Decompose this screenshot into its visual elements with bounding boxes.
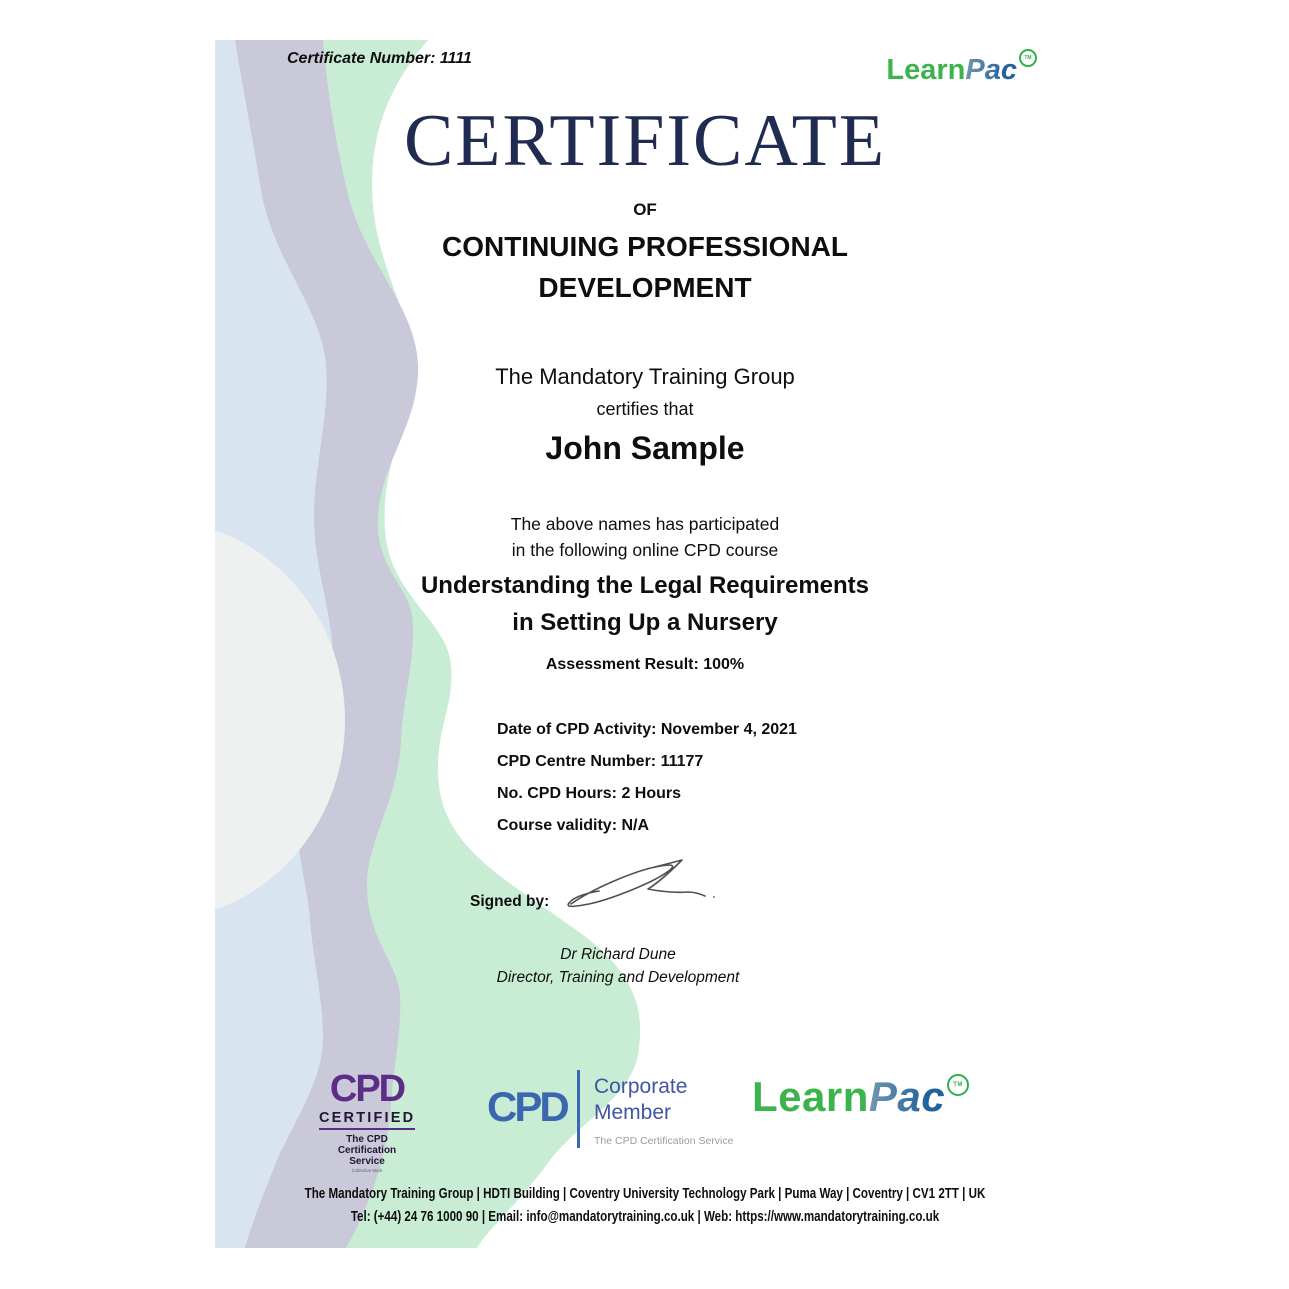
trademark-icon: TM <box>947 1074 969 1096</box>
certifies-that: certifies that <box>596 399 694 419</box>
detail-row-hours: No. CPD Hours: 2 Hours <box>497 785 682 802</box>
learnpac-pac-text: Pac <box>868 1073 946 1120</box>
learnpac-learn-text: Learn <box>886 54 966 86</box>
cpd-collective-mark: Collective Mark <box>351 1167 383 1173</box>
course-title <box>215 567 1075 641</box>
corporate-member-text: Corporate Member <box>594 1075 688 1124</box>
cpd-certified-word: CERTIFIED <box>319 1111 415 1130</box>
course-title-line-2: in Setting Up a Nursery <box>512 609 778 636</box>
cpd-certified-service: The CPD Certification Service <box>337 1133 397 1167</box>
cpd-corporate-service: The CPD Certification Service <box>594 1135 734 1147</box>
signatory-block <box>468 943 768 989</box>
trademark-icon: TM <box>1019 49 1037 67</box>
signatory-name: Dr Richard Dune <box>560 946 676 963</box>
logo-divider <box>577 1070 580 1148</box>
signature-scribble <box>557 852 722 927</box>
learnpac-learn-text: Learn <box>752 1073 869 1120</box>
certificate-title: CERTIFICATE <box>403 100 887 182</box>
title-subtitle <box>215 226 1075 308</box>
issuer-organisation: The Mandatory Training Group <box>495 364 795 389</box>
assessment-result: Assessment Result: 100% <box>545 656 745 673</box>
certificate-page <box>215 40 1075 1248</box>
cpd-certified-cpd-text: CPD <box>329 1068 405 1110</box>
participation-line-2: in the following online CPD course <box>511 540 779 560</box>
cpd-corporate-member-logo <box>487 1070 733 1148</box>
certificate-number: Certificate Number: 1111 <box>287 50 472 67</box>
signatory-role: Director, Training and Development <box>496 969 740 986</box>
subtitle-line-1: CONTINUING PROFESSIONAL <box>441 231 848 262</box>
issuer-block <box>215 364 1075 422</box>
detail-row-date: Date of CPD Activity: November 4, 2021 <box>497 721 797 738</box>
cpd-certified-logo <box>319 1070 415 1173</box>
cpd-details <box>497 721 797 849</box>
footer-address-line: The Mandatory Training Group | HDTI Building | Coventry University Technology Park | Puma Way | Coventry | CV1 2TT | UK <box>304 1186 986 1202</box>
learnpac-pac-text: Pac <box>965 54 1017 86</box>
signed-by-label: Signed by: <box>470 893 550 910</box>
detail-row-validity: Course validity: N/A <box>497 817 650 834</box>
cpd-corporate-cpd-text: CPD <box>487 1083 567 1130</box>
course-title-line-1: Understanding the Legal Requirements <box>420 572 870 599</box>
learnpac-logo-bottom <box>752 1073 969 1120</box>
footer-contact-line: Tel: (+44) 24 76 1000 90 | Email: info@mandatorytraining.co.uk | Web: https://www.mandatorytraining.co.uk <box>350 1209 940 1225</box>
title-of: OF <box>633 200 657 219</box>
participation-block <box>215 511 1075 563</box>
background-waves <box>215 40 1075 1248</box>
participation-line-1: The above names has participated <box>510 514 780 534</box>
subtitle-line-2: DEVELOPMENT <box>538 272 752 303</box>
footer <box>215 1183 1075 1229</box>
learnpac-logo-top <box>886 56 1037 85</box>
recipient-name: John Sample <box>545 430 745 466</box>
detail-row-centre: CPD Centre Number: 11177 <box>497 753 704 770</box>
